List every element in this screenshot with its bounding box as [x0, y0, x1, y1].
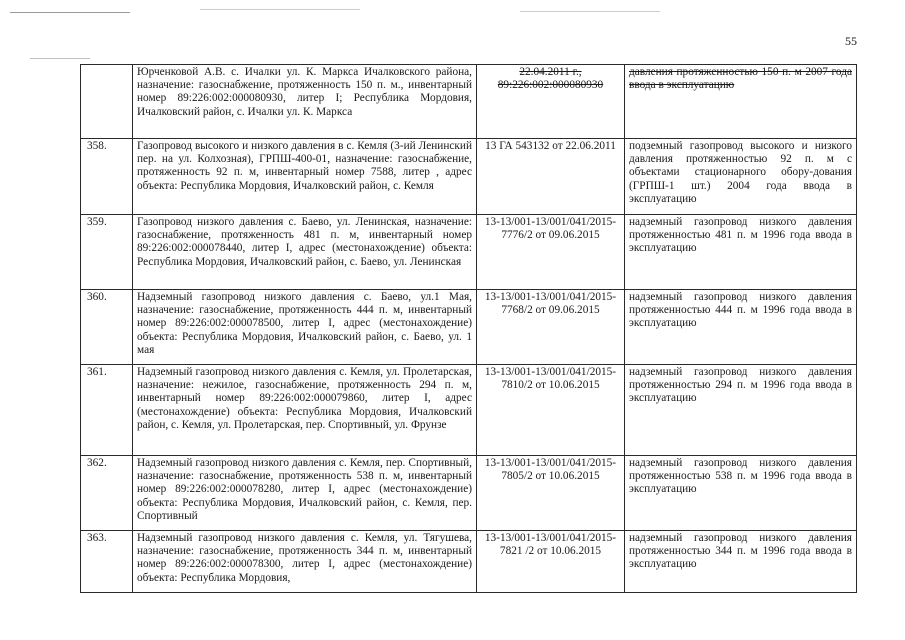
property-register-table	[80, 64, 857, 593]
object-description: Юрченковой А.В. с. Ичалки ул. К. Маркса Ичалковского района, назначение: газоснабжение, протяженность 150 п. м., инвентарный номер 89:226:002:000080930, литер I; Республика Мордовия, Ичалковский район, с. Ичалки ул. К. Маркса	[133, 65, 477, 139]
scan-artifact-line	[520, 11, 660, 12]
object-description: Надземный газопровод низкого давления с. Кемля, ул. Тягушева, назначение: газоснабжение, протяженность 344 п. м, инвентарный номер 89:226:002:000078300, литер I, адрес (местонахождение) объекта: Республика Мордовия,	[133, 531, 477, 593]
object-description: Газопровод низкого давления с. Баево, ул. Ленинская, назначение: газоснабжение, протяженность 481 п. м, инвентарный номер 89:226:002:000078440, литер I, адрес (местонахождение) объекта: Республика Мордовия, Ичалковский район, с. Баево, ул. Ленинская	[133, 215, 477, 290]
row-number: 361.	[81, 365, 133, 456]
row-number: 360.	[81, 290, 133, 365]
object-note	[625, 65, 857, 139]
object-description: Надземный газопровод низкого давления с. Баево, ул.1 Мая, назначение: газоснабжение, протяженность 444 п. м, инвентарный номер 89:226:002:000078500, литер I, адрес (местонахождение) объекта: Республика Мордовия, Ичалковский район, с. Баево, ул. 1 мая	[133, 290, 477, 365]
scan-artifact-line	[10, 12, 130, 13]
row-number: 358.	[81, 139, 133, 215]
object-note: надземный газопровод низкого давления протяженностью 538 п. м 1996 года ввода в эксплуатацию	[625, 456, 857, 531]
table-row	[81, 215, 857, 290]
registration-text: 22.04.2011 г., 89:226:002:000080930	[497, 66, 604, 92]
object-description: Газопровод высокого и низкого давления в с. Кемля (3-ий Ленинский пер. на ул. Колхозная), ГРПШ-400-01, назначение: газоснабжение, протяженность 92 п. м, инвентарный номер 7588, литер , адрес объекта: Республика Мордовия, Ичалковский район, с. Кемля	[133, 139, 477, 215]
row-number	[81, 65, 133, 139]
object-note: надземный газопровод низкого давления протяженностью 444 п. м 1996 года ввода в эксплуатацию	[625, 290, 857, 365]
registration-details: 13 ГА 543132 от 22.06.2011	[477, 139, 625, 215]
registration-details	[477, 65, 625, 139]
object-note-text: давления протяженностью 150 п. м 2007 года ввода в эксплуатацию	[629, 66, 852, 92]
object-description: Надземный газопровод низкого давления с. Кемля, пер. Спортивный, назначение: газоснабжение, протяженность 538 п. м, инвентарный номер 89:226:002:000078280, литер I, адрес (местонахождение) объекта: Республика Мордовия, Ичалковский район, с. Кемля, пер. Спортивный	[133, 456, 477, 531]
row-number: 359.	[81, 215, 133, 290]
object-description: Надземный газопровод низкого давления с. Кемля, ул. Пролетарская, назначение: нежилое, газоснабжение, протяженность 294 п. м, инвентарный номер 89:226:002:000079860, литер I, адрес (местонахождение) объекта: Республика Мордовия, Ичалковский район, с. Кемля, ул. Пролетарская, пер. Спортивный, ул. Фрунзе	[133, 365, 477, 456]
scan-artifact-line	[30, 58, 90, 59]
object-note: надземный газопровод низкого давления протяженностью 294 п. м 1996 года ввода в эксплуатацию	[625, 365, 857, 456]
scan-artifact-line	[200, 9, 360, 10]
table-row	[81, 139, 857, 215]
row-number: 362.	[81, 456, 133, 531]
registration-details: 13-13/001-13/001/041/2015-7805/2 от 10.06.2015	[477, 456, 625, 531]
registration-details: 13-13/001-13/001/041/2015-7776/2 от 09.06.2015	[477, 215, 625, 290]
row-number: 363.	[81, 531, 133, 593]
registration-details: 13-13/001-13/001/041/2015-7768/2 от 09.06.2015	[477, 290, 625, 365]
table-row	[81, 531, 857, 593]
object-note: надземный газопровод низкого давления протяженностью 481 п. м 1996 года ввода в эксплуатацию	[625, 215, 857, 290]
table-row	[81, 65, 857, 139]
registration-details: 13-13/001-13/001/041/2015-7810/2 от 10.06.2015	[477, 365, 625, 456]
object-note: подземный газопровод высокого и низкого давления протяженностью 92 п. м с объектами стационарного обору-дования (ГРПШ-1 шт.) 2004 года ввода в эксплуатацию	[625, 139, 857, 215]
table-row	[81, 365, 857, 456]
registration-details: 13-13/001-13/001/041/2015-7821 /2 от 10.06.2015	[477, 531, 625, 593]
table-row	[81, 456, 857, 531]
page-number: 55	[845, 34, 857, 48]
table-row	[81, 290, 857, 365]
object-note: надземный газопровод низкого давления протяженностью 344 п. м 1996 года ввода в эксплуатацию	[625, 531, 857, 593]
